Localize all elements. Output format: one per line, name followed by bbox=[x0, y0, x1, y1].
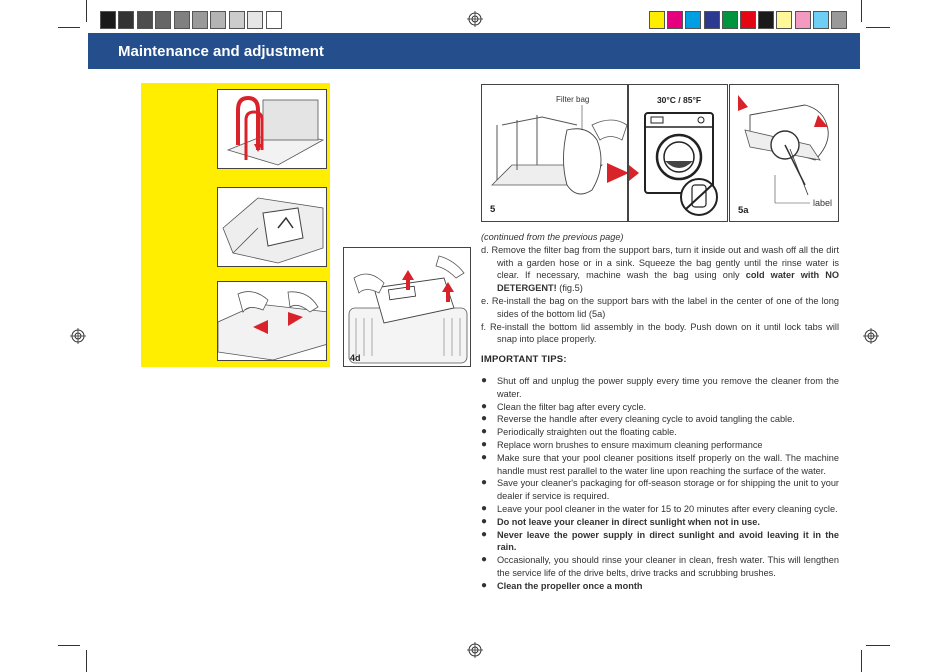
figure-4a-illustration bbox=[217, 89, 327, 169]
bullet-icon: ● bbox=[481, 413, 488, 425]
bullet-icon: ● bbox=[481, 515, 488, 527]
grayscale-swatch bbox=[266, 11, 282, 29]
grayscale-swatch bbox=[247, 11, 263, 29]
tip-text: Replace worn brushes to ensure maximum cleaning performance bbox=[497, 439, 763, 450]
registration-mark-icon bbox=[863, 328, 879, 344]
tip-item bbox=[481, 477, 839, 503]
registration-mark-icon bbox=[467, 642, 483, 658]
yellow-figure-panel bbox=[141, 83, 330, 367]
color-swatch bbox=[740, 11, 756, 29]
crop-mark bbox=[866, 645, 890, 646]
tip-text: Leave your pool cleaner in the water for 15 to 20 minutes after every cleaning cycle. bbox=[497, 503, 838, 514]
figure-5-illustration bbox=[481, 84, 628, 222]
bullet-icon: ● bbox=[481, 400, 488, 412]
grayscale-swatch bbox=[155, 11, 171, 29]
bullet-icon: ● bbox=[481, 451, 488, 463]
grayscale-swatch bbox=[192, 11, 208, 29]
instructions-text-block bbox=[481, 231, 839, 593]
grayscale-swatch bbox=[229, 11, 245, 29]
tip-item bbox=[481, 426, 839, 439]
figure-5a-illustration bbox=[729, 84, 839, 222]
color-swatch bbox=[649, 11, 665, 29]
tip-text: Reverse the handle after every cleaning cycle to avoid tangling the cable. bbox=[497, 414, 795, 425]
crop-mark bbox=[58, 645, 80, 646]
important-tips-list bbox=[481, 375, 839, 593]
crop-mark bbox=[861, 650, 862, 672]
grayscale-swatch bbox=[100, 11, 116, 29]
crop-mark bbox=[86, 650, 87, 672]
grayscale-swatch bbox=[210, 11, 226, 29]
figure-4b-illustration bbox=[217, 187, 327, 267]
step-figure-ref: (fig.5) bbox=[556, 283, 583, 294]
bullet-icon: ● bbox=[481, 438, 488, 450]
bullet-icon: ● bbox=[481, 502, 488, 514]
figure-4d-illustration bbox=[343, 247, 471, 367]
grayscale-swatch bbox=[174, 11, 190, 29]
crop-mark bbox=[58, 27, 80, 28]
important-tips-heading: IMPORTANT TIPS: bbox=[481, 354, 567, 366]
section-header-band bbox=[88, 33, 860, 69]
tip-item bbox=[481, 503, 839, 516]
color-swatch bbox=[667, 11, 683, 29]
step-warning: cold water with NO DETERGENT! bbox=[497, 270, 840, 294]
figure-washing-machine-illustration bbox=[628, 84, 728, 222]
tip-item bbox=[481, 413, 839, 426]
tip-text: Clean the filter bag after every cycle. bbox=[497, 401, 647, 412]
bullet-icon: ● bbox=[481, 528, 488, 540]
bullet-icon: ● bbox=[481, 426, 488, 438]
tip-text: Periodically straighten out the floating cable. bbox=[497, 427, 677, 438]
color-swatch bbox=[776, 11, 792, 29]
figure-label: 4d bbox=[350, 353, 361, 363]
wash-temperature-label: 30°C / 85°F bbox=[656, 95, 702, 105]
tip-text: Shut off and unplug the power supply every time you remove the cleaner from the water. bbox=[497, 375, 839, 399]
figure-4c-illustration bbox=[217, 281, 327, 361]
crop-mark bbox=[861, 0, 862, 22]
tip-text: Save your cleaner's packaging for off-season storage or for shipping the unit to your dealer if service is required. bbox=[497, 478, 839, 502]
grayscale-swatch bbox=[137, 11, 153, 29]
tip-item bbox=[481, 439, 839, 452]
tip-item bbox=[481, 452, 839, 478]
tip-item bbox=[481, 375, 839, 401]
tip-item bbox=[481, 580, 839, 593]
bullet-icon: ● bbox=[481, 477, 488, 489]
continued-note: (continued from the previous page) bbox=[481, 232, 624, 242]
color-swatch bbox=[704, 11, 720, 29]
color-swatch bbox=[685, 11, 701, 29]
step-text: Re-install the bottom lid assembly in the body. Push down on it until lock tabs will snap into place properly. bbox=[490, 321, 839, 345]
bullet-icon: ● bbox=[481, 579, 488, 591]
tip-item bbox=[481, 554, 839, 580]
label-callout: label bbox=[813, 198, 833, 208]
bullet-icon: ● bbox=[481, 374, 488, 386]
step-prefix: f. bbox=[481, 321, 491, 332]
bullet-icon: ● bbox=[481, 554, 488, 566]
step-e bbox=[481, 295, 839, 321]
step-f bbox=[481, 321, 839, 347]
color-swatch bbox=[758, 11, 774, 29]
registration-mark-icon bbox=[467, 11, 483, 27]
tip-text: Clean the propeller once a month bbox=[497, 580, 643, 591]
crop-mark bbox=[86, 0, 87, 22]
color-swatch bbox=[813, 11, 829, 29]
step-text: Remove the filter bag from the support bars, turn it inside out and wash off all the dirt with a garden hose or in a sink. Squeeze the bag gently until the rinse water is clear. If necessary, machine wash the bag using only bbox=[491, 244, 839, 281]
step-prefix: e. bbox=[481, 295, 492, 306]
tip-item bbox=[481, 516, 839, 529]
registration-mark-icon bbox=[70, 328, 86, 344]
tip-item bbox=[481, 401, 839, 414]
crop-mark bbox=[866, 27, 890, 28]
section-title: Maintenance and adjustment bbox=[118, 43, 324, 60]
tip-text: Make sure that your pool cleaner positions itself properly on the wall. The machine handle must rest parallel to the water line upon reaching the surface of the water. bbox=[497, 452, 839, 476]
color-swatch bbox=[795, 11, 811, 29]
step-d bbox=[481, 244, 839, 295]
tip-text: Occasionally, you should rinse your cleaner in clean, fresh water. This will lengthen the service life of the drive belts, drive tracks and scrubbing brushes. bbox=[497, 555, 839, 578]
tip-item bbox=[481, 529, 839, 555]
tip-text: Do not leave your cleaner in direct sunlight when not in use. bbox=[497, 516, 760, 527]
figure-label: 5a bbox=[738, 205, 749, 216]
figure-label: 5 bbox=[490, 204, 496, 215]
tip-text: Never leave the power supply in direct sunlight and avoid leaving it in the rain. bbox=[497, 529, 839, 553]
filter-bag-callout: Filter bag bbox=[556, 95, 590, 104]
color-swatch bbox=[722, 11, 738, 29]
step-prefix: d. bbox=[481, 244, 492, 255]
grayscale-swatch bbox=[118, 11, 134, 29]
color-swatch bbox=[831, 11, 847, 29]
step-text: Re-install the bag on the support bars with the label in the center of one of the long sides of the bottom lid (5a) bbox=[491, 295, 839, 319]
